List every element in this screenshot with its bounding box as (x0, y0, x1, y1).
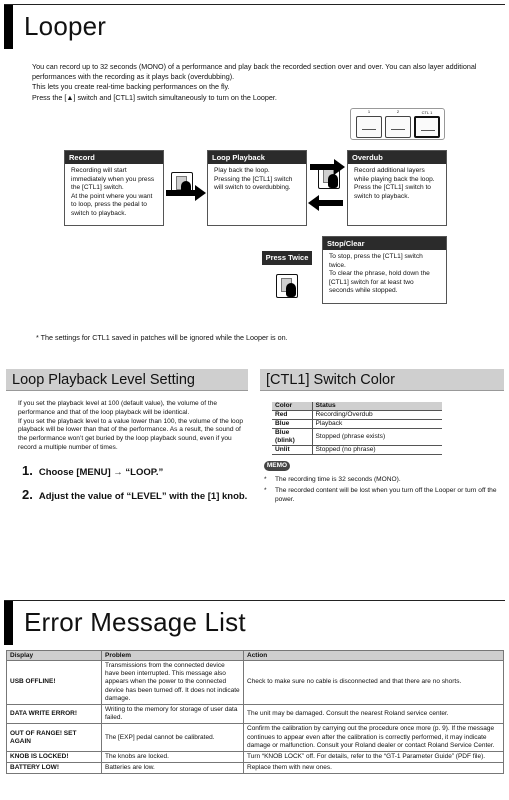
display-cell: OUT OF RANGE! SET AGAIN (7, 724, 102, 752)
table-header: Problem (102, 651, 244, 661)
record-title: Record (65, 151, 163, 164)
table-header-row (272, 402, 442, 411)
loop-level-body (18, 400, 250, 453)
loop-level-header (6, 369, 248, 391)
loop-level-paragraph: If you set the playback level to a value lower than 100, the volume of the loop playback will be lower than that of the performance. As a result, the sound of the performance won’t get buried by the loop playback sound, even if you record a multiple number of times. (18, 417, 244, 451)
table-row (7, 752, 504, 763)
loop-playback-text: Pressing the [CTL1] switch will switch to overdubbing. (214, 175, 293, 192)
loop-playback-text: Play back the loop. (214, 167, 270, 174)
stop-clear-text: To stop, press the [CTL1] switch twice. (329, 253, 423, 269)
pedal-1 (356, 109, 382, 138)
pedal-illustration (350, 108, 445, 140)
loop-level-title: Loop Playback Level Setting (12, 372, 195, 388)
problem-cell: Writing to the memory for storage of user data failed. (102, 705, 244, 724)
overdub-text: Press the [CTL1] switch to switch to playback. (354, 184, 431, 200)
ctl1-color-table (272, 402, 442, 455)
intro-paragraph: You can record up to 32 seconds (MONO) of a performance and play back the recorded section over and over. You can also layer additional performances with the recording as it plays back (overdubbing). (32, 62, 477, 82)
record-box (64, 150, 164, 226)
table-row (272, 429, 442, 446)
table-row (272, 446, 442, 455)
looper-intro (32, 62, 502, 103)
display-cell: USB OFFLINE! (7, 661, 102, 705)
error-table (6, 650, 504, 774)
loop-level-steps (22, 463, 247, 511)
record-text: At the point where you want to loop, press the pedal to switch to playback. (71, 192, 153, 217)
table-row (272, 411, 442, 420)
table-header: Display (7, 651, 102, 661)
color-cell: Blue (272, 420, 312, 429)
table-header: Status (312, 402, 442, 411)
arrow-left-icon (318, 200, 343, 206)
overdub-box (347, 150, 447, 226)
action-cell: Confirm the calibration by carrying out the procedure once more (p. 9). If the message continues to appear even after the calibration is correctly performed, it may indicate damage or malfunction. Consult your Roland dealer or contact Roland Service Center. (244, 724, 504, 752)
problem-cell: The [EXP] pedal cannot be calibrated. (102, 724, 244, 752)
memo-badge: MEMO (264, 461, 290, 471)
step-text: Choose [MENU] → “LOOP.” (38, 467, 164, 478)
overdub-title: Overdub (348, 151, 446, 164)
pedal-label: 1 (367, 109, 371, 114)
color-cell: Red (272, 411, 312, 420)
looper-note: * The settings for CTL1 saved in patches will be ignored while the Looper is on. (36, 333, 288, 342)
status-cell: Stopped (no phrase) (312, 446, 442, 455)
problem-cell: Batteries are low. (102, 763, 244, 774)
status-cell: Recording/Overdub (312, 411, 442, 420)
ctl1-color-header (260, 369, 504, 391)
arrow-right-icon (310, 164, 335, 170)
error-list-header (4, 600, 505, 644)
stop-clear-title: Stop/Clear (323, 237, 446, 250)
action-cell: Replace them with new ones. (244, 763, 504, 774)
stop-clear-box (322, 236, 447, 304)
intro-paragraph: Press the [▲] switch and [CTL1] switch simultaneously to turn on the Looper. (32, 92, 277, 102)
table-header: Action (244, 651, 504, 661)
action-cell: The unit may be damaged. Consult the nearest Roland service center. (244, 705, 504, 724)
color-cell: Unlit (272, 446, 312, 455)
header-marker (4, 601, 13, 645)
overdub-text: Record additional layers while playing back the loop. (354, 167, 435, 183)
ctl1-color-title: [CTL1] Switch Color (266, 372, 395, 388)
arrow-right-icon (166, 190, 196, 196)
table-row (7, 724, 504, 752)
stop-clear-text: To clear the phrase, hold down the [CTL1] switch for at least two seconds while stopped. (329, 270, 430, 295)
loop-playback-box (207, 150, 307, 226)
action-cell: Turn “KNOB LOCK” off. For details, refer to the “GT-1 Parameter Guide” (PDF file). (244, 752, 504, 763)
memo-list (264, 475, 504, 506)
header-marker (4, 5, 13, 49)
looper-title: Looper (24, 11, 107, 41)
step-number: 1. (22, 463, 33, 478)
problem-cell: The knobs are locked. (102, 752, 244, 763)
foot-switch-icon (276, 274, 298, 298)
color-cell: Blue (blink) (272, 429, 312, 446)
pedal-label: CTL 1 (421, 110, 433, 115)
table-row (7, 705, 504, 724)
table-header: Color (272, 402, 312, 411)
looper-header (4, 4, 505, 48)
table-row (7, 763, 504, 774)
record-text: Recording will start immediately when you press the [CTL1] switch. (71, 167, 155, 192)
display-cell: BATTERY LOW! (7, 763, 102, 774)
step-text: Adjust the value of “LEVEL” with the [1] knob. (38, 491, 248, 502)
pedal-ctl1 (414, 110, 440, 138)
pedal-2 (385, 109, 411, 138)
loop-playback-title: Loop Playback (208, 151, 306, 164)
status-cell: Playback (312, 420, 442, 429)
status-cell: Stopped (phrase exists) (312, 429, 442, 446)
loop-level-paragraph: If you set the playback level at 100 (default value), the volume of the performance and that of the loop playback will be identical. (18, 400, 218, 416)
memo-item: * The recorded content will be lost when you turn off the Looper or turn off the power. (264, 486, 504, 504)
intro-paragraph: This lets you create real-time backing performances on the fly. (32, 82, 230, 92)
problem-cell: Transmissions from the connected device have been interrupted. This message also appears when the power to the connected device has been turned off. It does not indicate damage. (102, 661, 244, 705)
memo-item: * The recording time is 32 seconds (MONO). (264, 475, 504, 484)
table-row (272, 420, 442, 429)
display-cell: DATA WRITE ERROR! (7, 705, 102, 724)
step (22, 463, 247, 478)
press-twice-label: Press Twice (262, 251, 312, 265)
table-header-row (7, 651, 504, 661)
step-number: 2. (22, 487, 33, 502)
action-cell: Check to make sure no cable is disconnected and that there are no shorts. (244, 661, 504, 705)
pedal-label: 2 (396, 109, 400, 114)
error-list-title: Error Message List (24, 607, 246, 637)
table-row (7, 661, 504, 705)
step (22, 487, 247, 502)
display-cell: KNOB IS LOCKED! (7, 752, 102, 763)
